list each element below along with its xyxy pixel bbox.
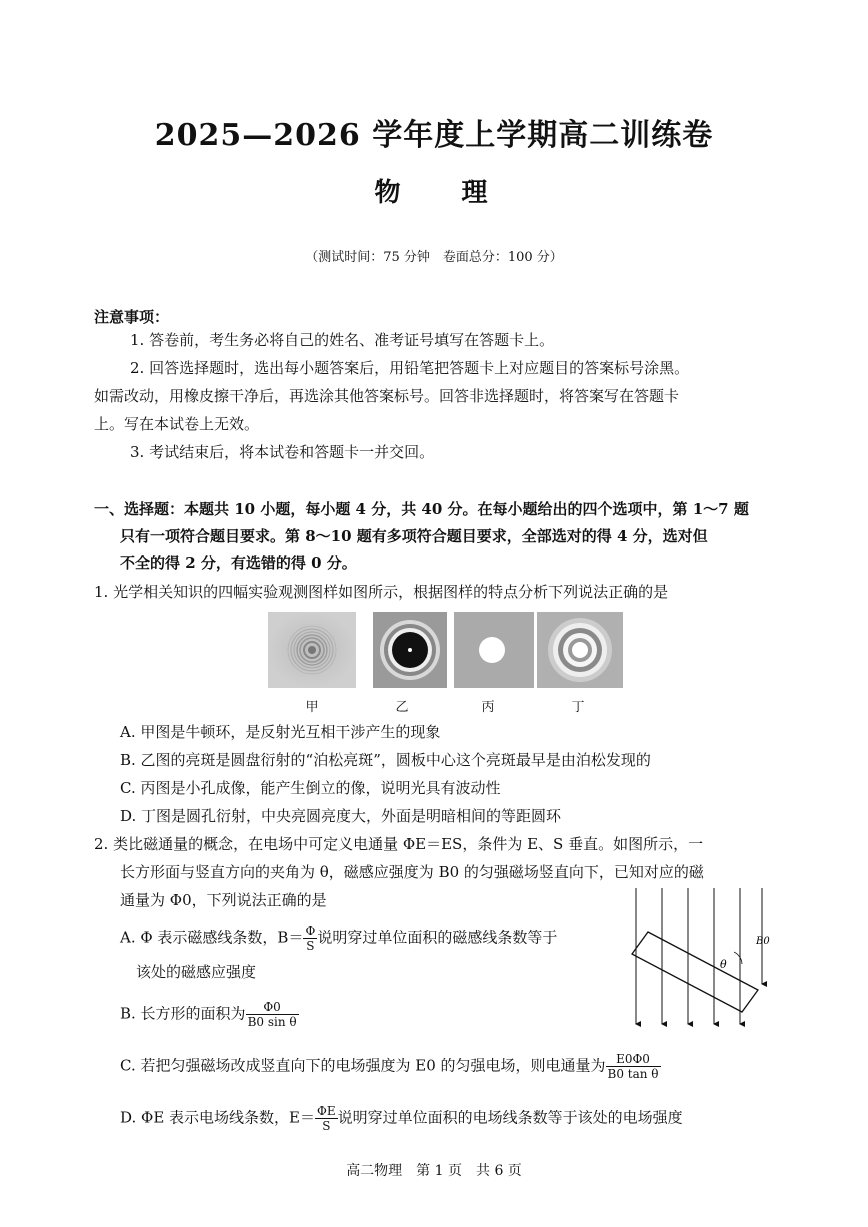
page-footer: 高二物理 第 1 页 共 6 页 bbox=[346, 1163, 522, 1179]
subject-title: 物 理 bbox=[374, 178, 514, 208]
fraction-denominator: S bbox=[306, 939, 315, 953]
fraction-denominator: B0 sin θ bbox=[247, 1015, 297, 1029]
fraction-numerator: Φ bbox=[305, 924, 316, 938]
figure-caption-yi: 乙 bbox=[395, 700, 409, 715]
magnetic-field-diagram bbox=[624, 884, 774, 1034]
section-heading: 不全的得 2 分，有选错的得 0 分。 bbox=[120, 554, 357, 572]
q1-option-b: B. 乙图的亮斑是圆盘衍射的“泊松亮斑”，圆板中心这个亮斑最早是由泊松发现的 bbox=[120, 751, 651, 769]
q2-option-d-text: 说明穿过单位面积的电场线条数等于该处的电场强度 bbox=[337, 1108, 683, 1127]
figure-caption-ding: 丁 bbox=[571, 700, 585, 715]
fraction-numerator: E0Φ0 bbox=[606, 1052, 661, 1067]
q2-stem: 长方形面与竖直方向的夹角为 θ，磁感应强度为 B0 的匀强磁场竖直向下，已知对应的磁 bbox=[120, 863, 704, 881]
q2-option-a-text: 说明穿过单位面积的磁感线条数等于 bbox=[317, 928, 558, 947]
fraction bbox=[303, 924, 317, 953]
q1-option-d: D. 丁图是圆孔衍射，中央亮圆亮度大，外面是明暗相间的等距圆环 bbox=[120, 807, 562, 825]
exam-title: 2025—2026 学年度上学期高二训练卷 bbox=[154, 118, 714, 153]
q2-option-b-text: B. 长方形的面积为 bbox=[120, 1004, 246, 1023]
notice-line: 如需改动，用橡皮擦干净后，再选涂其他答案标号。回答非选择题时，将答案写在答题卡 bbox=[94, 387, 680, 405]
fraction bbox=[315, 1104, 338, 1133]
exam-meta: （测试时间：75 分钟 卷面总分：100 分） bbox=[305, 250, 563, 265]
q2-option-d-text: D. ΦE 表示电场线条数，E＝ bbox=[120, 1108, 315, 1127]
q2-stem: 通量为 Φ0，下列说法正确的是 bbox=[120, 891, 327, 909]
fraction-numerator: ΦE bbox=[317, 1104, 336, 1118]
q2-option-a bbox=[120, 924, 557, 953]
q2-option-d bbox=[120, 1104, 683, 1133]
pinhole-image bbox=[450, 612, 538, 688]
q2-option-c bbox=[120, 1052, 661, 1081]
section-heading: 一、选择题：本题共 10 小题，每小题 4 分，共 40 分。在每小题给出的四个选项中，第 1～7 题 bbox=[94, 500, 749, 518]
notice-line: 2. 回答选择题时，选出每小题答案后，用铅笔把答题卡上对应题目的答案标号涂黑。 bbox=[130, 359, 690, 377]
figure-caption-bing: 丙 bbox=[481, 700, 495, 715]
q2-stem: 2. 类比磁通量的概念，在电场中可定义电通量 ΦE＝ES，条件为 E、S 垂直。如图所示，一 bbox=[94, 835, 704, 853]
poisson-spot-image bbox=[366, 612, 454, 688]
fraction-denominator: S bbox=[322, 1119, 331, 1133]
section-heading: 只有一项符合题目要求。第 8～10 题有多项符合题目要求，全部选对的得 4 分，选对但 bbox=[120, 527, 708, 545]
newton-rings-image bbox=[268, 612, 356, 688]
q2-option-a-cont: 该处的磁感应强度 bbox=[136, 963, 257, 981]
q1-option-a: A. 甲图是牛顿环，是反射光互相干涉产生的现象 bbox=[120, 723, 441, 741]
q2-option-a-text: A. Φ 表示磁感线条数，B＝ bbox=[120, 928, 304, 947]
fraction bbox=[246, 1000, 299, 1029]
figure-caption-jia: 甲 bbox=[305, 700, 319, 715]
q1-option-c: C. 丙图是小孔成像，能产生倒立的像，说明光具有波动性 bbox=[120, 779, 501, 797]
notice-line: 1. 答卷前，考生务必将自己的姓名、准考证号填写在答题卡上。 bbox=[130, 331, 555, 349]
notice-line: 3. 考试结束后，将本试卷和答题卡一并交回。 bbox=[130, 443, 435, 461]
theta-label: θ bbox=[720, 958, 727, 971]
b0-label: B0 bbox=[756, 936, 770, 947]
q2-option-c-text: C. 若把匀强磁场改成竖直向下的电场强度为 E0 的匀强电场，则电通量为 bbox=[120, 1056, 606, 1075]
circular-aperture-image bbox=[536, 612, 624, 688]
notice-line: 上。写在本试卷上无效。 bbox=[94, 415, 260, 433]
fraction bbox=[606, 1052, 661, 1081]
fraction-denominator: B0 tan θ bbox=[607, 1067, 659, 1081]
fraction-numerator: Φ0 bbox=[246, 1000, 299, 1015]
q1-stem: 1. 光学相关知识的四幅实验观测图样如图所示，根据图样的特点分析下列说法正确的是 bbox=[94, 583, 669, 601]
q2-option-b bbox=[120, 1000, 299, 1029]
notice-heading: 注意事项： bbox=[94, 308, 170, 326]
